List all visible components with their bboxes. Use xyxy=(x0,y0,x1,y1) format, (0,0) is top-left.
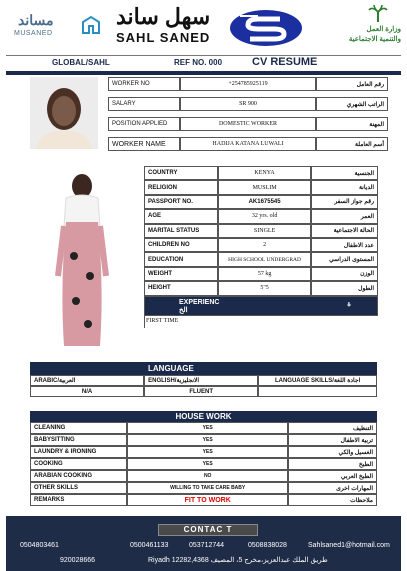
email-link[interactable]: Sahlsaned1@hotmail.com xyxy=(308,542,390,549)
detail-value: SINGLE xyxy=(218,224,310,238)
position-row xyxy=(108,117,388,131)
detail-row xyxy=(144,166,378,180)
skill-value: YES xyxy=(127,434,288,446)
skill-label: OTHER SKILLS xyxy=(30,482,127,494)
agency-label: GLOBAL/SAHL xyxy=(52,58,110,67)
worker-no-label-ar: رقم العامل xyxy=(316,77,388,91)
skill-row xyxy=(30,458,377,470)
experience-label xyxy=(145,297,321,315)
detail-row xyxy=(144,224,378,238)
musaned-ar: مساند xyxy=(18,12,54,28)
language-arabic-value: N/A xyxy=(30,386,144,397)
detail-label-ar: الحالة الاجتماعية xyxy=(311,224,378,238)
detail-label: AGE xyxy=(144,209,218,223)
worker-no-label: WORKER NO xyxy=(108,77,180,91)
detail-row xyxy=(144,238,378,252)
detail-row xyxy=(144,252,378,266)
skill-label-ar: التنظيف xyxy=(288,422,377,434)
phone-1[interactable]: 0504803461 xyxy=(20,542,59,549)
experience-label-ar: الخ xyxy=(179,306,188,314)
title-bar xyxy=(6,55,401,71)
language-skills-empty xyxy=(258,386,377,397)
skill-row xyxy=(30,470,377,482)
salary-row xyxy=(108,97,388,111)
worker-name-row xyxy=(108,137,388,151)
musaned-logo xyxy=(8,12,108,40)
detail-label-ar: الجنسية xyxy=(311,166,378,180)
ref-number: REF NO. 000 xyxy=(174,58,223,67)
skill-row xyxy=(30,494,377,506)
ministry-palm-icon xyxy=(368,4,388,24)
detail-value: MUSLIM xyxy=(218,180,310,194)
detail-label-ar: العمر xyxy=(311,209,378,223)
detail-row xyxy=(144,180,378,194)
skill-label-ar: الطبخ xyxy=(288,458,377,470)
language-table xyxy=(30,375,377,397)
top-rows xyxy=(108,77,388,151)
skill-label: COOKING xyxy=(30,458,127,470)
ministry-name-line1: وزارة العمل xyxy=(366,26,401,33)
skill-row xyxy=(30,434,377,446)
skill-value: YES xyxy=(127,458,288,470)
phone-2[interactable]: 0500461133 xyxy=(130,542,169,549)
face-photo xyxy=(30,77,98,149)
experience-value: FIRST TIME xyxy=(144,316,378,328)
house-work-title: HOUSE WORK xyxy=(175,412,232,421)
salary-label: SALARY xyxy=(108,97,180,111)
skill-label: ARABIAN COOKING xyxy=(30,470,127,482)
contact-title: CONTAC T xyxy=(183,525,233,534)
detail-value: AK1675545 xyxy=(218,195,310,209)
position-label-ar: المهنة xyxy=(316,117,388,131)
language-title: LANGUAGE xyxy=(148,364,194,373)
skill-row xyxy=(30,422,377,434)
skill-label: REMARKS xyxy=(30,494,127,506)
skill-value: YES xyxy=(127,446,288,458)
language-english-header: ENGLISH/الانجليزية xyxy=(144,375,258,386)
title-bar-strip xyxy=(6,71,401,75)
detail-label: MARITAL STATUS xyxy=(144,224,218,238)
detail-row xyxy=(144,209,378,223)
detail-label-ar: المستوى الدراسي xyxy=(311,252,378,266)
worker-name-label-ar: أسم العاملة xyxy=(316,137,388,151)
skill-label-ar: ملاحظات xyxy=(288,494,377,506)
detail-row xyxy=(144,195,378,209)
detail-label-ar: الطول xyxy=(311,281,378,295)
skill-label: BABYSITTING xyxy=(30,434,127,446)
skill-label-ar: المهارات اخرى xyxy=(288,482,377,494)
phone-4[interactable]: 0508838028 xyxy=(248,542,287,549)
detail-value: KENYA xyxy=(218,166,310,180)
salary-label-ar: الراتب الشهري xyxy=(316,97,388,111)
detail-label: WEIGHT xyxy=(144,267,218,281)
skill-label: LAUNDRY & IRONING xyxy=(30,446,127,458)
skill-label-ar: تربية الاطفال xyxy=(288,434,377,446)
skill-value: YES xyxy=(127,422,288,434)
worker-name-label: WORKER NAME xyxy=(108,137,180,151)
experience-label-en: EXPERIENC xyxy=(179,298,220,306)
cv-title: CV RESUME xyxy=(252,56,318,68)
skill-label: CLEANING xyxy=(30,422,127,434)
contact-footer xyxy=(6,516,401,571)
skill-label-ar: الطبخ العربي xyxy=(288,470,377,482)
position-label: POSITION APPLIED xyxy=(108,117,180,131)
detail-row xyxy=(144,281,378,295)
full-body-photo xyxy=(30,166,134,352)
detail-value: 5"5 xyxy=(218,281,310,295)
phone-5[interactable]: 920028666 xyxy=(60,557,96,564)
detail-label-ar: الوزن xyxy=(311,267,378,281)
salary-value: SR 900 xyxy=(180,97,316,111)
full-body-photo-icon xyxy=(30,166,134,352)
detail-value: HIGH SCHOOL UNDERGRAD xyxy=(218,252,310,266)
experience-header xyxy=(144,296,378,316)
house-work-header xyxy=(30,411,377,422)
language-skills-header: LANGUAGE SKILLS/اجادة اللغة xyxy=(258,375,377,386)
skill-value: WILLING TO TAKE CARE BABY xyxy=(127,482,288,494)
detail-label: HEIGHT xyxy=(144,281,218,295)
sahl-ar: سهل ساند xyxy=(116,4,211,29)
remarks-value: FIT TO WORK xyxy=(127,494,288,506)
sahl-saned-logo-icon xyxy=(228,8,304,48)
header xyxy=(0,0,407,60)
language-value-row xyxy=(30,386,377,397)
detail-label-ar: رقم جواز السفر xyxy=(311,195,378,209)
detail-label: PASSPORT NO. xyxy=(144,195,218,209)
contact-title-box xyxy=(158,524,258,536)
address: Riyadh 12282,4368 طريق الملك عبدالعزيز،مخرج 5، المصيف xyxy=(148,557,328,564)
detail-label: CHILDREN NO xyxy=(144,238,218,252)
language-arabic-header: ARABIC/العربية xyxy=(30,375,144,386)
detail-label: COUNTRY xyxy=(144,166,218,180)
musaned-en: MUSANED xyxy=(14,30,53,37)
language-english-value: FLUENT xyxy=(144,386,258,397)
language-header-row xyxy=(30,375,377,386)
position-value: DOMESTIC WORKER xyxy=(180,117,316,131)
language-header xyxy=(30,362,377,375)
worker-no-row xyxy=(108,77,388,91)
sahl-en: SAHL SANED xyxy=(116,30,211,45)
worker-name-value: HADIJA KATANA LUWALI xyxy=(180,137,316,151)
detail-value: 57 kg xyxy=(218,267,310,281)
house-work-table xyxy=(30,422,377,506)
detail-label-ar: عدد الاطفال xyxy=(311,238,378,252)
face-photo-icon xyxy=(30,77,98,149)
ministry-name-line2: والتنمية الاجتماعية xyxy=(348,36,401,43)
detail-row xyxy=(144,267,378,281)
skill-row xyxy=(30,482,377,494)
worker-no-value: +254785925119 xyxy=(180,77,316,91)
skill-value: NO xyxy=(127,470,288,482)
detail-label: RELIGION xyxy=(144,180,218,194)
detail-label-ar: الديانة xyxy=(311,180,378,194)
detail-value: 2 xyxy=(218,238,310,252)
phone-3[interactable]: 053712744 xyxy=(189,542,225,549)
skill-label-ar: الغسيل والكي xyxy=(288,446,377,458)
musaned-icon xyxy=(80,14,102,36)
skill-row xyxy=(30,446,377,458)
details-table xyxy=(144,166,378,328)
experience-label-ar2: ة xyxy=(347,300,351,308)
detail-label: EDUCATION xyxy=(144,252,218,266)
detail-value: 32 yrs. old xyxy=(218,209,310,223)
